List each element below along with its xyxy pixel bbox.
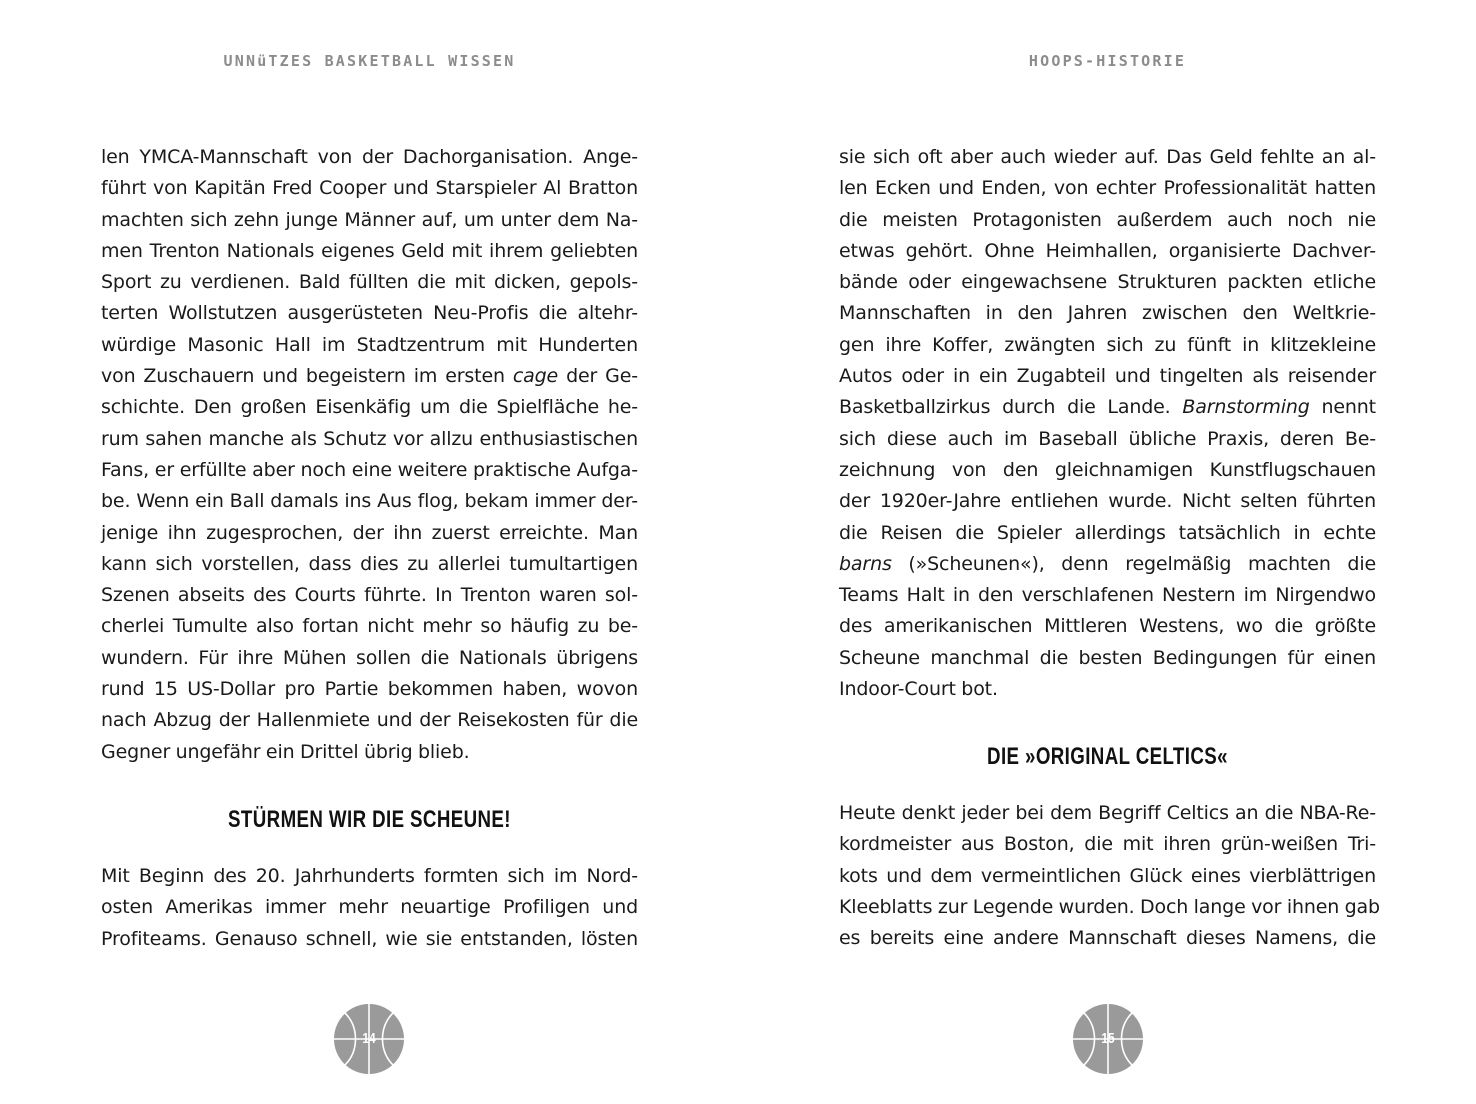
text-line: schichte. Den großen Eisenkäfig um die Spielfläche he- bbox=[101, 396, 638, 419]
italic-term: Barnstorming bbox=[1182, 396, 1310, 419]
text-line: zeichnung von den gleichnamigen Kunstflugschauen bbox=[839, 458, 1376, 481]
text-line: Sport zu verdienen. Bald füllten die mit dicken, gepols- bbox=[101, 271, 638, 294]
text-line: die meisten Protagonisten außerdem auch noch nie bbox=[839, 208, 1376, 231]
text-line: Mannschaften in den Jahren zwischen den Weltkrie- bbox=[839, 302, 1376, 325]
text-line: kann sich vorstellen, dass dies zu allerlei tumultartigen bbox=[101, 552, 638, 575]
text-line: führt von Kapitän Fred Cooper und Starspieler Al Bratton bbox=[101, 177, 638, 200]
running-head: UNNüTZES BASKETBALL WISSEN bbox=[223, 52, 516, 70]
paragraph bbox=[839, 798, 1380, 954]
text-line: es bereits eine andere Mannschaft dieses Namens, die bbox=[839, 927, 1376, 950]
text-line: sie sich oft aber auch wieder auf. Das Geld fehlte an al- bbox=[839, 146, 1376, 168]
text-line: Autos oder in ein Zugabteil und tingelten als reisender bbox=[839, 365, 1376, 388]
text-line: Mit Beginn des 20. Jahrhunderts formten sich im Nord- bbox=[101, 865, 638, 887]
text-line: osten Amerikas immer mehr neuartige Profiligen und bbox=[101, 896, 638, 919]
text-line: wundern. Für ihre Mühen sollen die Nationals übrigens bbox=[101, 646, 638, 669]
paragraph bbox=[839, 142, 1376, 705]
text-line: machten sich zehn junge Männer auf, um unter dem Na- bbox=[101, 208, 638, 231]
section-heading: DIE »ORIGINAL CELTICS« bbox=[987, 743, 1228, 770]
text-fragment: Basketballzirkus durch die Lande. bbox=[839, 396, 1183, 419]
text-line: be. Wenn ein Ball damals ins Aus flog, bekam immer der- bbox=[101, 490, 638, 513]
text-line: Indoor-Court bot. bbox=[839, 678, 998, 701]
text-fragment: nennt bbox=[1309, 396, 1376, 419]
running-head: HOOPS-HISTORIE bbox=[1028, 52, 1187, 70]
text-line: sich diese auch im Baseball übliche Praxis, deren Be- bbox=[839, 427, 1376, 450]
text-fragment: von Zuschauern und begeistern im ersten bbox=[101, 365, 513, 388]
text-line: der 1920er-Jahre entliehen wurde. Nicht selten führten bbox=[839, 490, 1376, 513]
italic-term: barns bbox=[839, 552, 892, 575]
text-line bbox=[839, 392, 1376, 423]
text-line: Szenen abseits des Courts führte. In Trenton waren sol- bbox=[101, 584, 638, 607]
text-line: bände oder eingewachsene Strukturen packten etliche bbox=[839, 271, 1376, 294]
section-heading: STÜRMEN WIR DIE SCHEUNE! bbox=[228, 806, 511, 833]
text-line bbox=[101, 361, 638, 392]
text-fragment: der Ge- bbox=[558, 365, 638, 388]
text-line: terten Wollstutzen ausgerüsteten Neu-Profis die altehr- bbox=[101, 302, 638, 325]
text-line: men Trenton Nationals eigenes Geld mit ihrem geliebten bbox=[101, 239, 638, 262]
italic-term: cage bbox=[512, 365, 559, 388]
text-line: würdige Masonic Hall im Stadtzentrum mit Hunderten bbox=[101, 333, 638, 356]
text-line: rum sahen manche als Schutz vor allzu enthusiastischen bbox=[101, 427, 638, 450]
text-line: kots und dem vermeintlichen Glück eines vierblättrigen bbox=[839, 864, 1376, 887]
text-line: jenige ihn zugesprochen, der ihn zuerst erreichte. Man bbox=[101, 521, 638, 544]
text-line: Kleeblatts zur Legende wurden. Doch lange vor ihnen gab bbox=[839, 895, 1380, 918]
text-line: Heute denkt jeder bei dem Begriff Celtics an die NBA-Re- bbox=[839, 802, 1376, 824]
text-line: etwas gehört. Ohne Heimhallen, organisierte Dachver- bbox=[839, 239, 1376, 262]
text-line: nach Abzug der Hallenmiete und der Reisekosten für die bbox=[101, 709, 638, 732]
text-line: cherlei Tumulte also fortan nicht mehr so häufig zu be- bbox=[101, 615, 638, 638]
text-line: Gegner ungefähr ein Drittel übrig blieb. bbox=[101, 740, 470, 763]
right-page bbox=[738, 0, 1476, 1104]
text-line: len Ecken und Enden, von echter Professionalität hatten bbox=[839, 177, 1376, 200]
page-number: 15 bbox=[1101, 1030, 1115, 1047]
text-line: Teams Halt in den verschlafenen Nestern im Nirgendwo bbox=[839, 584, 1376, 607]
text-line: len YMCA-Mannschaft von der Dachorganisation. Ange- bbox=[101, 146, 638, 168]
paragraph bbox=[101, 861, 638, 955]
page-number-badge bbox=[333, 1003, 405, 1075]
text-line: rund 15 US-Dollar pro Partie bekommen haben, wovon bbox=[101, 678, 638, 701]
text-line: Profiteams. Genauso schnell, wie sie entstanden, lösten bbox=[101, 927, 638, 950]
page-number-badge bbox=[1072, 1003, 1144, 1075]
text-line: Fans, er erfüllte aber noch eine weitere praktische Aufga- bbox=[101, 458, 638, 481]
paragraph bbox=[101, 142, 638, 768]
text-line bbox=[839, 549, 1376, 580]
text-line: gen ihre Koffer, zwängten sich zu fünft in klitzekleine bbox=[839, 333, 1376, 356]
page-number: 14 bbox=[362, 1030, 376, 1047]
text-line: Scheune manchmal die besten Bedingungen für einen bbox=[839, 646, 1376, 669]
text-line: kordmeister aus Boston, die mit ihren grün-weißen Tri- bbox=[839, 833, 1376, 856]
text-line: des amerikanischen Mittleren Westens, wo die größte bbox=[839, 615, 1376, 638]
text-fragment: (»Scheunen«), denn regelmäßig machten die bbox=[891, 552, 1376, 575]
text-line: die Reisen die Spieler allerdings tatsächlich in echte bbox=[839, 521, 1376, 544]
